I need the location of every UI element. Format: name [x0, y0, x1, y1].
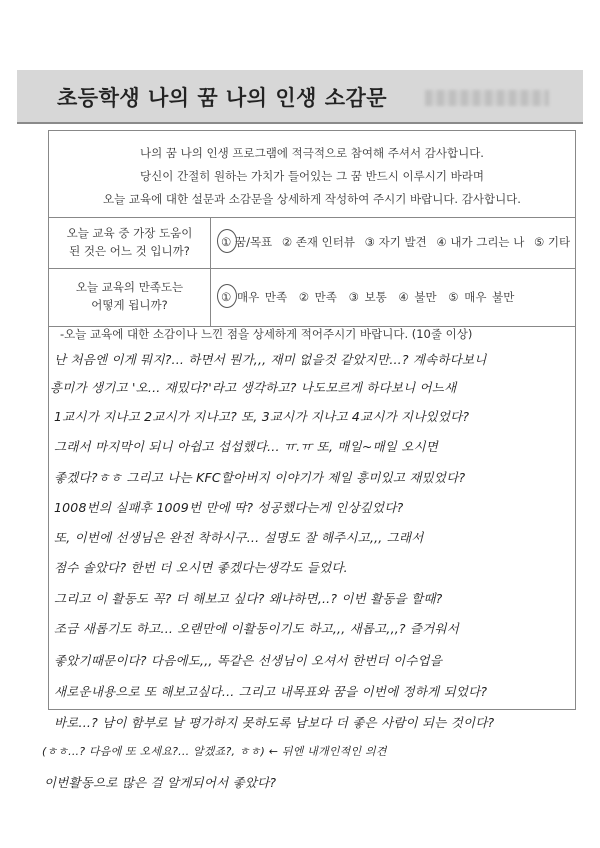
option-future-self[interactable]: ④ 내가 그리는 나 — [436, 235, 525, 249]
intro-line: 나의 꿈 나의 인생 프로그램에 적극적으로 참여해 주셔서 감사합니다. — [140, 146, 484, 160]
option-dissatisfied[interactable]: ④ 불만 — [398, 290, 437, 304]
option-neutral[interactable]: ③ 보통 — [348, 290, 387, 304]
redacted-name-area — [425, 90, 549, 106]
question-row-helpful — [49, 217, 575, 269]
page-header — [17, 70, 583, 124]
free-response-prompt: -오늘 교육에 대한 소감이나 느낀 점을 상세하게 적어주시기 바랍니다. (10줄 이상) — [60, 327, 473, 341]
handwritten-line: 바로...? 남이 함부로 날 평가하지 못하도록 남보다 더 좋은 사람이 되는 것이다? — [54, 715, 495, 730]
option-very-satisfied[interactable]: ① 매우 만족 — [221, 290, 288, 304]
handwritten-line: 1교시가 지나고 2교시가 지나고? 또, 3교시가 지나고 4교시가 지나있었다? — [54, 409, 470, 424]
selected-mark-circle — [217, 229, 237, 253]
option-list — [221, 234, 576, 250]
question-label-line: 된 것은 어느 것 입니까? — [69, 244, 190, 258]
option-very-dissatisfied[interactable]: ⑤ 매우 불만 — [448, 290, 515, 304]
intro-line: 오늘 교육에 대한 설문과 소감문을 상세하게 작성하여 주시기 바랍니다. 감사합니다. — [103, 192, 521, 206]
handwritten-line: 또, 이번에 선생님은 완전 착하시구... 설명도 잘 해주시고,,, 그래서 — [54, 530, 424, 545]
handwritten-line: 좋겠다?ㅎㅎ 그리고 나는 KFC할아버지 이야기가 제일 흥미있고 재밌었다? — [54, 470, 466, 485]
handwritten-line: 그래서 마지막이 되니 아쉽고 섭섭했다... ㅠ.ㅠ 또, 매일~매일 오시면 — [54, 439, 439, 454]
handwritten-line: 이번활동으로 많은 걸 알게되어서 좋았다? — [44, 775, 277, 790]
question-label — [49, 217, 211, 269]
intro-section — [49, 131, 575, 218]
question-label — [49, 269, 211, 327]
option-satisfied[interactable]: ② 만족 — [298, 290, 337, 304]
option-existence-interview[interactable]: ② 존재 인터뷰 — [281, 235, 355, 249]
option-self-discovery[interactable]: ③ 자기 발견 — [364, 235, 427, 249]
intro-line: 당신이 간절히 원하는 가치가 들어있는 그 꿈 반드시 이루시기 바라며 — [140, 169, 484, 183]
handwritten-line: 1008번의 실패후 1009번 만에 딱? 성공했다는게 인상깊었다? — [54, 500, 404, 515]
question-label-line: 오늘 교육의 만족도는 — [75, 280, 184, 294]
handwritten-line: 새로운내용으로 또 해보고싶다... 그리고 내목표와 꿈을 이번에 정하게 되었다? — [54, 684, 488, 699]
handwritten-line: 흥미가 생기고 '오... 재밌다?'라고 생각하고? 나도모르게 하다보니 어느새 — [50, 380, 457, 395]
handwritten-line: 점수 솔았다? 한번 더 오시면 좋겠다는생각도 들었다. — [54, 560, 348, 575]
handwritten-line: 그리고 이 활동도 꼭? 더 해보고 싶다? 왜냐하면,..? 이번 활동을 할때? — [54, 591, 443, 606]
question-label-line: 오늘 교육 중 가장 도움이 — [66, 226, 193, 240]
page-title: 초등학생 나의 꿈 나의 인생 소감문 — [57, 86, 388, 110]
option-list — [221, 289, 520, 305]
handwritten-line: (ㅎㅎ...? 다음에 또 오세요?... 알겠죠?, ㅎㅎ) ← 뒤엔 내개인적인 의견 — [42, 745, 387, 758]
selected-mark-circle — [217, 284, 237, 308]
handwritten-line: 난 처음엔 이게 뭐지?... 하면서 뭔가,,, 재미 없을것 같았지만...? 계속하다보니 — [54, 352, 487, 367]
handwritten-line: 좋았기때문이다? 다음에도,,, 똑같은 선생님이 오셔서 한번더 이수업을 — [54, 653, 443, 668]
question-row-satisfaction — [49, 269, 575, 327]
question-label-line: 어떻게 됩니까? — [91, 298, 168, 312]
handwritten-line: 조금 새롭기도 하고... 오랜만에 이활동이기도 하고,,, 새롭고,,,? 즐거워서 — [54, 621, 460, 636]
option-dream-goal[interactable]: ① 꿈/목표 — [221, 235, 273, 249]
option-other[interactable]: ⑤ 기타 — [533, 235, 571, 249]
